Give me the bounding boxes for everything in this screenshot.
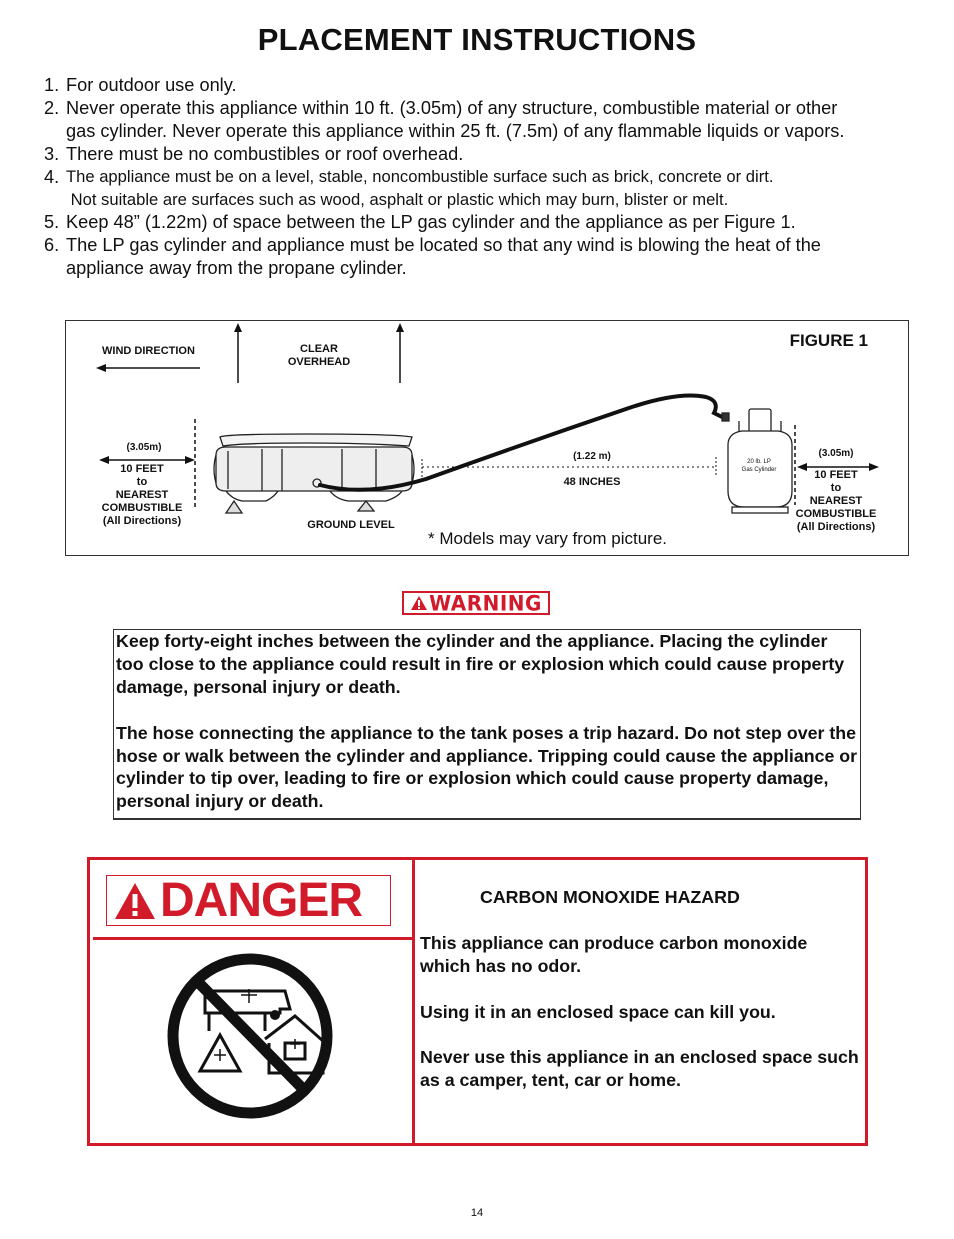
warning-paragraph: The hose connecting the appliance to the tank poses a trip hazard. Do not step over the hose or walk between the cylinder and appliance. Tripping could cause the appliance or cylinder to tip over, leading to fire or explosion which could cause property damage, personal injury or death.: [116, 722, 858, 812]
danger-text: [420, 886, 860, 1115]
list-item: 6. The LP gas cylinder and appliance must be located so that any wind is blowing the heat of the appliance away from the propane cylinder.: [44, 235, 821, 279]
list-item: 1. For outdoor use only.: [44, 75, 237, 95]
danger-panel: [87, 857, 868, 1146]
danger-badge: DANGER: [106, 875, 391, 926]
wind-direction-label: WIND DIRECTION: [102, 345, 195, 357]
instruction-list: [44, 74, 924, 280]
arrow-up-icon: [396, 323, 404, 383]
figure-title: FIGURE 1: [789, 331, 868, 350]
middle-distance-label: 48 INCHES: [563, 476, 621, 488]
right-distance-label: 10 FEET to NEAREST COMBUSTIBLE (All Directions): [795, 469, 877, 533]
hazard-title: CARBON MONOXIDE HAZARD: [480, 887, 740, 907]
list-item: 4. The appliance must be on a level, stable, noncombustible surface such as brick, concrete or dirt. Not suitable are surfaces such as wood, asphalt or plastic which may burn, blister or melt.: [44, 166, 774, 209]
clear-overhead-label: CLEAR OVERHEAD: [287, 343, 351, 368]
no-enclosed-space-icon: [165, 951, 335, 1121]
list-item: 5. Keep 48” (1.22m) of space between the LP gas cylinder and the appliance as per Figure 1.: [44, 212, 796, 233]
figure-note: * Models may vary from picture.: [428, 529, 668, 548]
ground-level-label: GROUND LEVEL: [307, 519, 395, 531]
cylinder-label: 20 lb. LP Gas Cylinder: [741, 459, 777, 473]
alert-triangle-icon: [113, 881, 157, 921]
danger-paragraph: This appliance can produce carbon monoxide which has no odor.: [420, 932, 808, 976]
middle-distance-metric: (1.22 m): [573, 451, 611, 462]
arrow-left-icon: [96, 364, 200, 372]
list-item: 3. There must be no combustibles or roof overhead.: [44, 143, 464, 164]
list-item: 2. Never operate this appliance within 10 ft. (3.05m) of any structure, combustible material or other gas cylinder. Never operate this appliance within 25 ft. (7.5m) of any flammable liquids or vapors.: [44, 97, 845, 141]
page-number: 14: [470, 1207, 484, 1219]
figure-1: [65, 320, 909, 556]
heater-appliance: [214, 434, 414, 513]
arrow-up-icon: [234, 323, 242, 383]
left-distance-metric: (3.05m): [126, 442, 162, 453]
left-distance-label: 10 FEET to NEAREST COMBUSTIBLE (All Directions): [101, 463, 183, 527]
warning-box: [113, 629, 861, 820]
danger-paragraph: Never use this appliance in an enclosed space such as a camper, tent, car or home.: [420, 1047, 859, 1091]
page-title: PLACEMENT INSTRUCTIONS: [257, 22, 697, 57]
right-distance-metric: (3.05m): [818, 448, 854, 459]
warning-badge: WARNING: [402, 591, 550, 615]
danger-paragraph: Using it in an enclosed space can kill you.: [420, 1001, 776, 1022]
alert-triangle-icon: [410, 595, 428, 611]
warning-paragraph: Keep forty-eight inches between the cylinder and the appliance. Placing the cylinder too close to the appliance could result in fire or explosion which could cause property damage, personal injury or death.: [116, 631, 845, 697]
